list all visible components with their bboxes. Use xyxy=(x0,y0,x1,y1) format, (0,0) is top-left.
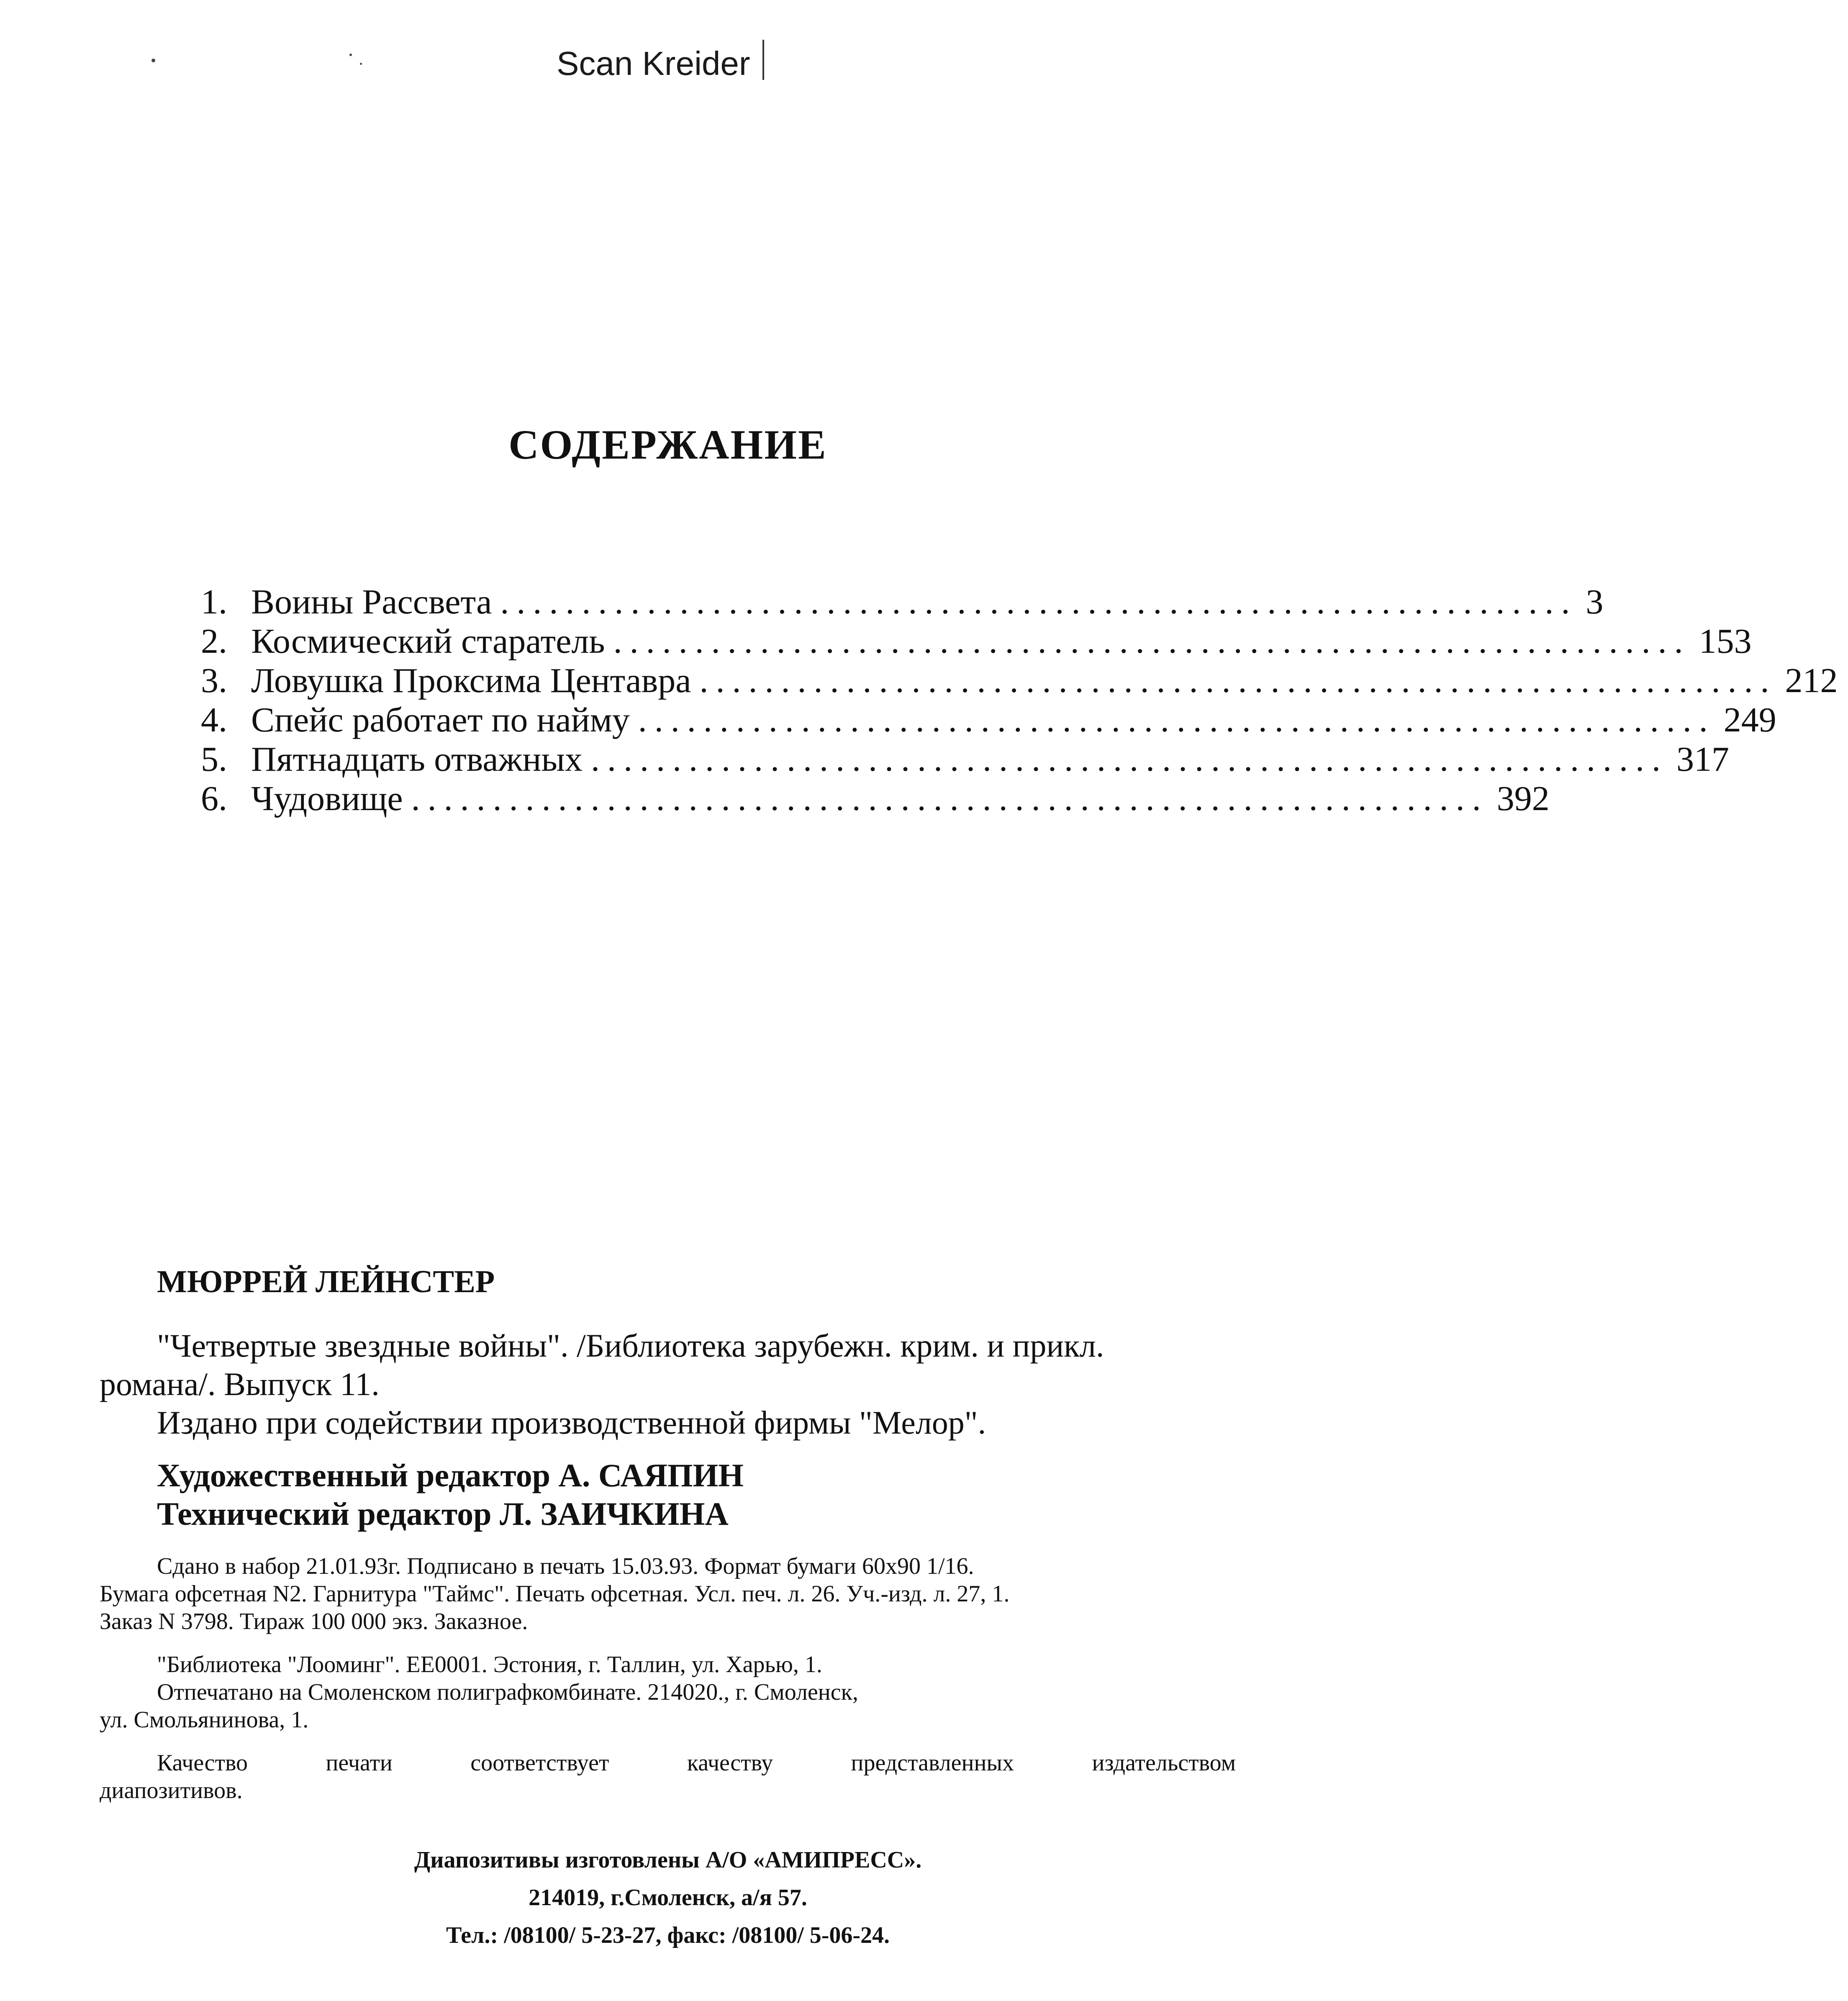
toc-page: 317 xyxy=(1676,740,1729,779)
quality-note xyxy=(100,1749,1236,1804)
library-line: Отпечатано на Смоленском полиграфкомбинате. 214020., г. Смоленск, xyxy=(157,1679,858,1705)
toc-leader: .................................................................. xyxy=(699,661,1777,700)
tech-editor: Технический редактор Л. ЗАИЧКИНА xyxy=(157,1496,729,1532)
art-editor: Художественный редактор А. САЯПИН xyxy=(157,1457,744,1493)
print-info-line: Сдано в набор 21.01.93г. Подписано в печать 15.03.93. Формат бумаги 60х90 1/16. xyxy=(157,1553,974,1579)
scan-speck xyxy=(151,59,155,62)
quality-word: представленных xyxy=(851,1750,1014,1776)
footer-line: Тел.: /08100/ 5-23-27, факс: /08100/ 5-06-24. xyxy=(446,1922,890,1948)
toc-title: Ловушка Проксима Центавра xyxy=(251,661,691,700)
library-line: ул. Смольянинова, 1. xyxy=(100,1707,309,1733)
toc-leader: .................................................................. xyxy=(411,779,1489,818)
toc-entry xyxy=(201,700,1776,739)
scan-speck xyxy=(349,54,352,56)
toc-title: Пятнадцать отважных xyxy=(251,740,583,779)
footer-line: Диапозитивы изготовлены А/О «АМИПРЕСС». xyxy=(414,1847,922,1873)
scan-label: Scan Kreider xyxy=(557,45,750,82)
quality-word: печати xyxy=(326,1750,393,1776)
footer-info xyxy=(0,1841,1336,1954)
toc-number: 1. xyxy=(201,582,227,621)
imprint-line: романа/. Выпуск 11. xyxy=(100,1366,380,1402)
toc-page: 249 xyxy=(1723,700,1776,739)
toc-leader: .................................................................. xyxy=(500,582,1578,621)
toc-leader: .................................................................. xyxy=(590,740,1668,779)
toc-title: Чудовище xyxy=(251,779,403,818)
toc-number: 3. xyxy=(201,661,227,700)
toc-entry xyxy=(201,621,1752,661)
toc-number: 5. xyxy=(201,740,227,779)
toc-number: 2. xyxy=(201,622,227,661)
text-cursor xyxy=(762,40,764,80)
toc-entry xyxy=(201,739,1729,779)
toc-leader: .................................................................. xyxy=(613,622,1691,661)
imprint-line: "Четвертые звездные войны". /Библиотека зарубежн. крим. и прикл. xyxy=(157,1327,1104,1364)
scan-speck xyxy=(360,63,362,65)
toc-title: Спейс работает по найму xyxy=(251,700,630,739)
quality-word: Качество xyxy=(157,1750,248,1776)
toc-number: 6. xyxy=(201,779,227,818)
toc-title: Воины Рассвета xyxy=(251,582,492,621)
quality-line xyxy=(100,1749,1236,1777)
toc-number: 4. xyxy=(201,700,227,739)
book-imprint xyxy=(100,1326,1236,1442)
library-info xyxy=(100,1651,1236,1734)
toc-entry xyxy=(201,778,1550,818)
quality-word: издательством xyxy=(1092,1750,1236,1776)
toc-page: 212 xyxy=(1785,661,1838,700)
toc-title: Космический старатель xyxy=(251,622,605,661)
editors xyxy=(100,1456,1236,1533)
quality-word: соответствует xyxy=(470,1750,609,1776)
toc-page: 3 xyxy=(1586,582,1604,621)
library-line: "Библиотека "Лооминг". ЕЕ0001. Эстония, г. Таллин, ул. Харью, 1. xyxy=(157,1652,822,1678)
table-of-contents xyxy=(201,582,1838,818)
toc-entry xyxy=(201,582,1604,621)
author-name: МЮРРЕЙ ЛЕЙНСТЕР xyxy=(157,1264,495,1299)
toc-leader: .................................................................. xyxy=(638,700,1715,739)
print-info-line: Заказ N 3798. Тираж 100 000 экз. Заказное. xyxy=(100,1608,528,1634)
footer-line: 214019, г.Смоленск, а/я 57. xyxy=(529,1885,807,1911)
print-info-line: Бумага офсетная N2. Гарнитура "Таймс". Печать офсетная. Усл. печ. л. 26. Уч.-изд. л. 27, 1. xyxy=(100,1581,1010,1607)
toc-page: 153 xyxy=(1699,622,1752,661)
quality-line: диапозитивов. xyxy=(100,1778,243,1803)
quality-word: качеству xyxy=(687,1750,773,1776)
print-info xyxy=(100,1552,1236,1635)
toc-page: 392 xyxy=(1496,779,1550,818)
imprint-line: Издано при содействии производственной фирмы "Мелор". xyxy=(157,1404,986,1441)
scan-header xyxy=(557,40,764,83)
contents-title: СОДЕРЖАНИЕ xyxy=(508,421,827,468)
toc-entry xyxy=(201,660,1838,700)
